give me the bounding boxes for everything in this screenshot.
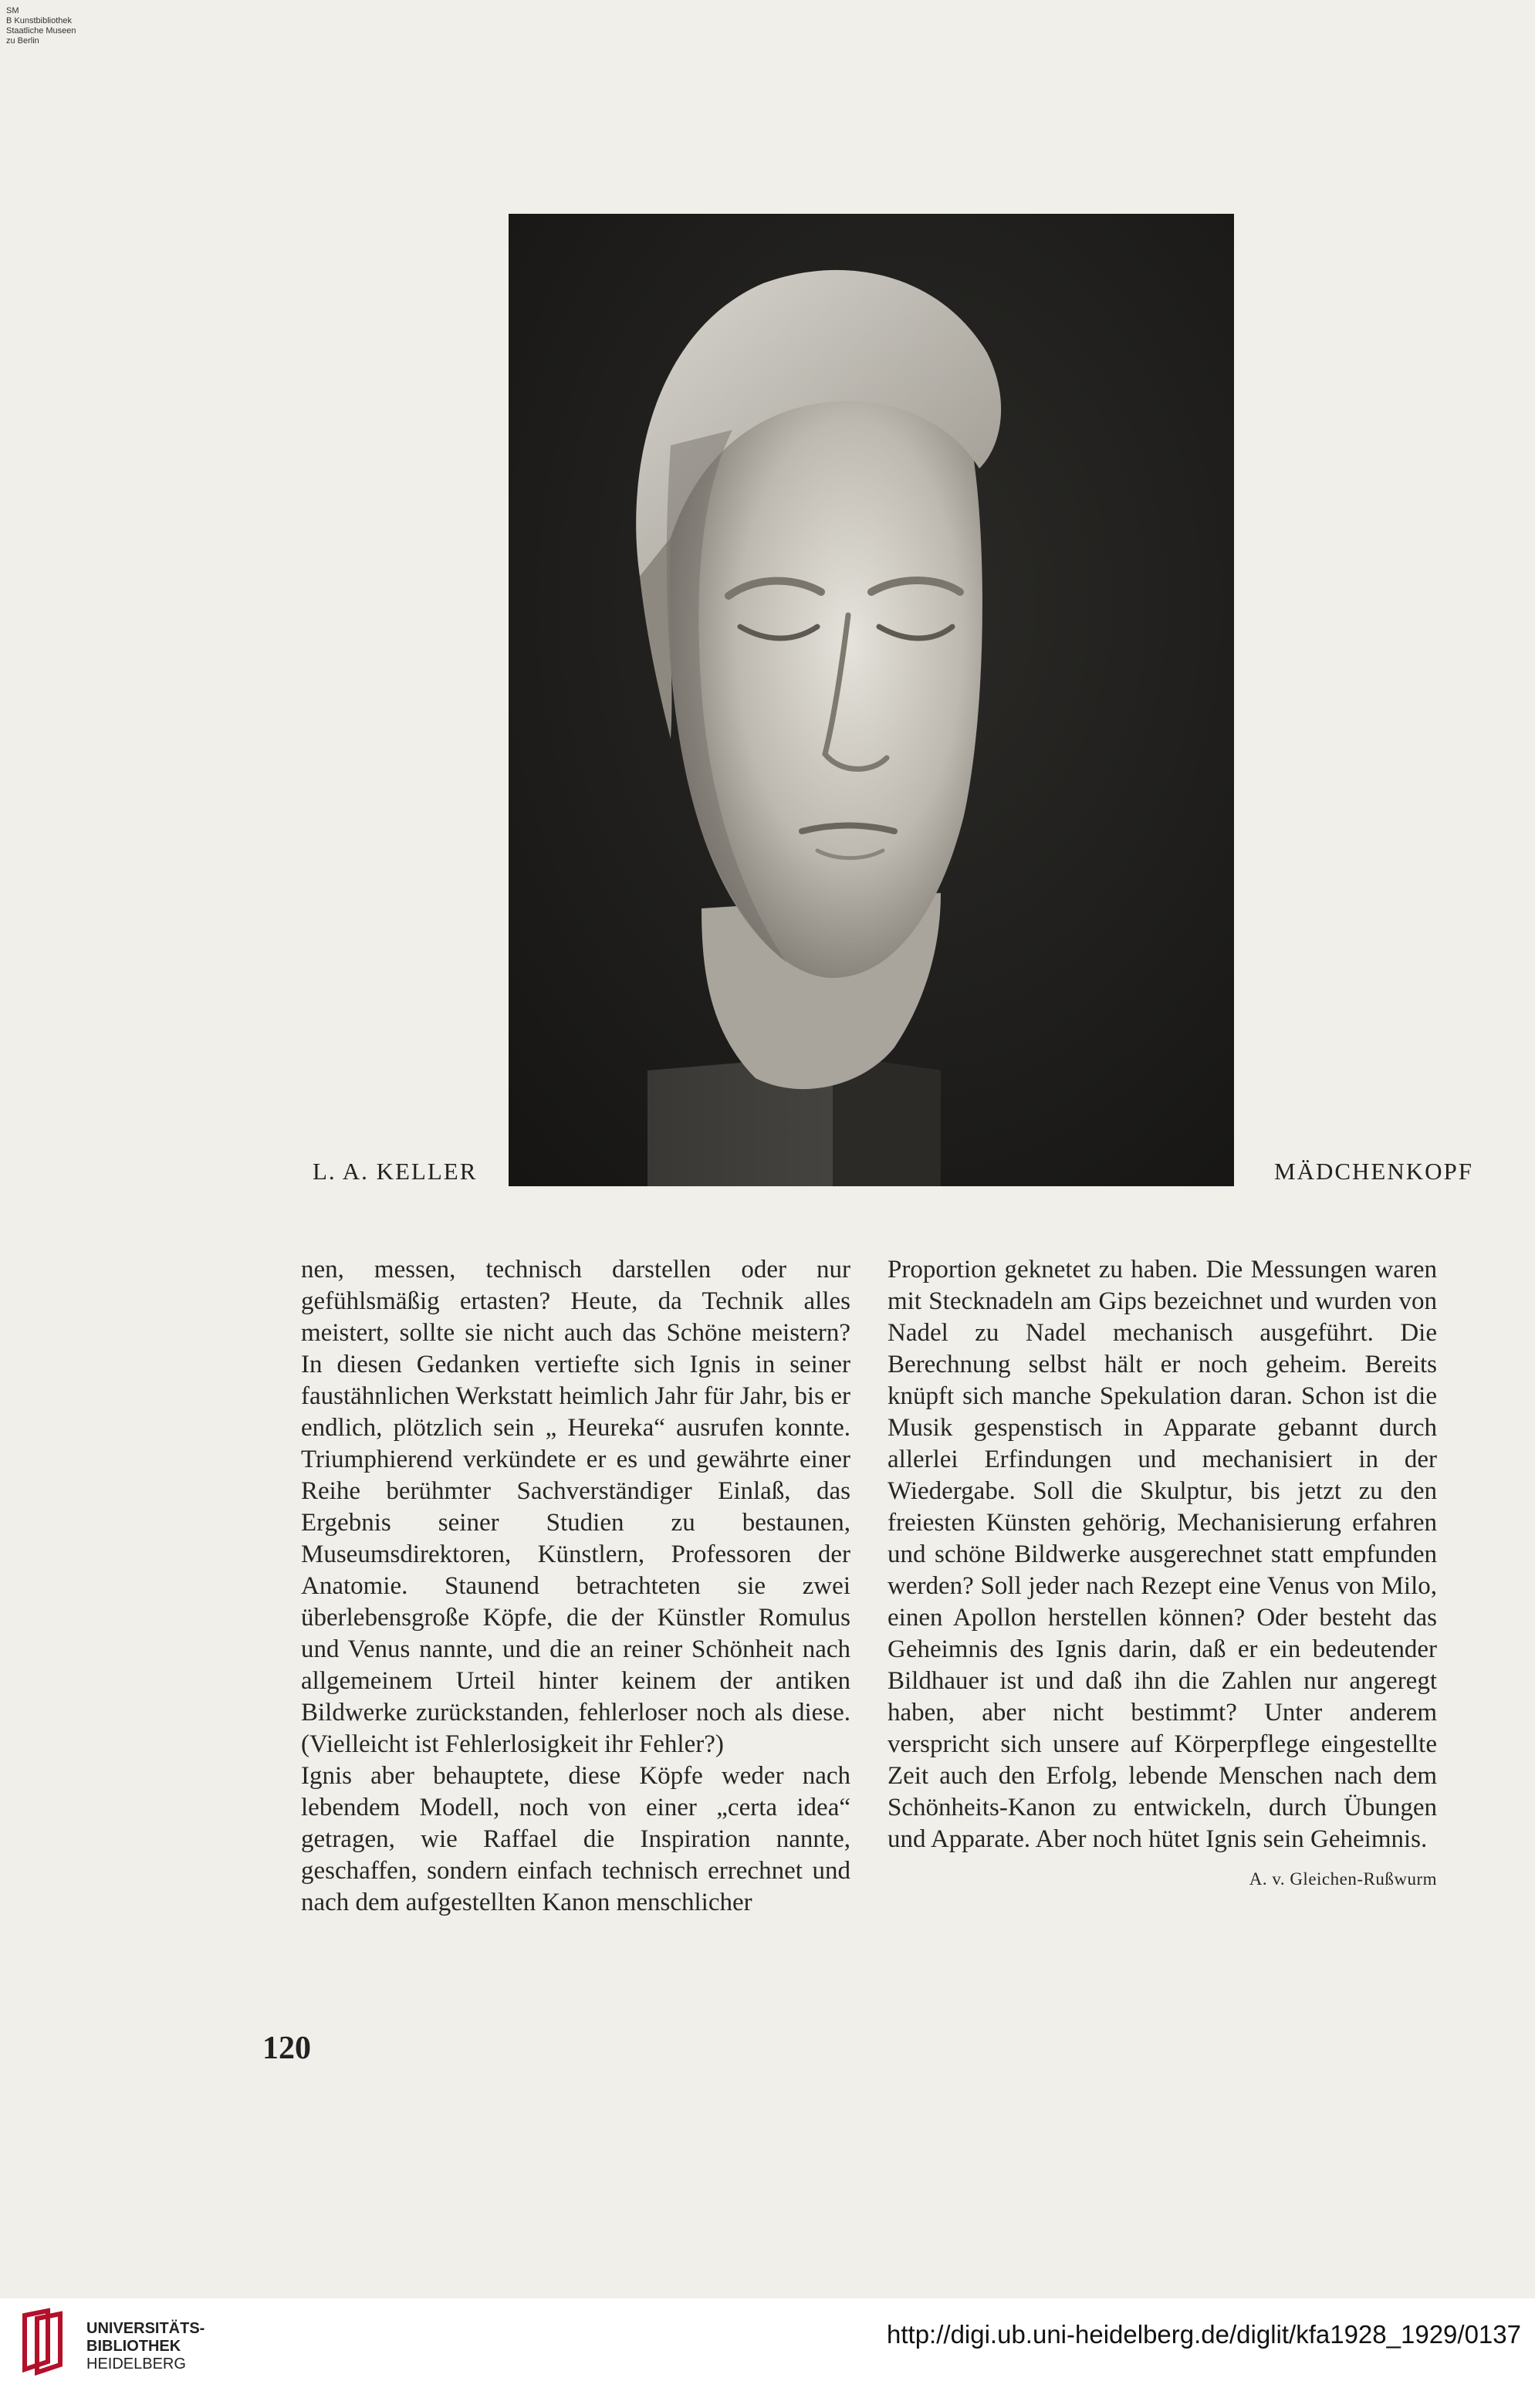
stamp-line: zu Berlin bbox=[6, 36, 39, 46]
article-paragraph: nen, messen, technisch darstellen oder nur gefühlsmäßig ertasten? Heute, da Technik alles meistert, sollte sie nicht auch das Schöne meistern? In diesen Gedanken vertiefte sich Ignis in seiner faustähnlichen Werkstatt heimlich Jahr für Jahr, bis er endlich, plötzlich sein „ Heureka“ ausrufen konnte. Triumphierend verkündete er es und gewährte einer Reihe berühmter Sachverständiger Einlaß, das Ergebnis seiner Studien zu bestaunen, Museumsdirektoren, Künstlern, Professoren der Anatomie. Staunend betrachteten sie zwei überlebensgroße Köpfe, die der Künstler Romulus und Venus nannte, und die an reiner Schönheit nach allgemeinem Urteil hinter keinem der antiken Bildwerke zurückstanden, fehlerloser noch als diese. (Vielleicht ist Fehlerlosigkeit ihr Fehler?) bbox=[301, 1256, 850, 1758]
library-name bbox=[86, 2320, 205, 2373]
stamp-line: B Kunstbibliothek bbox=[6, 16, 72, 25]
library-name-line: HEIDELBERG bbox=[86, 2356, 186, 2372]
university-library-logo-icon bbox=[17, 2308, 71, 2376]
figure-title-caption: MÄDCHENKOPF bbox=[1274, 1158, 1473, 1185]
source-url-link[interactable]: http://digi.ub.uni-heidelberg.de/diglit/kfa1928_1929/0137 bbox=[887, 2320, 1521, 2349]
sculpture-head-image bbox=[509, 214, 1234, 1186]
page-number: 120 bbox=[262, 2031, 311, 2066]
article-left-column bbox=[301, 1254, 850, 1919]
library-name-line: UNIVERSITÄTS- bbox=[86, 2320, 205, 2337]
sculpture-photograph bbox=[509, 214, 1234, 1186]
stamp-line: SM bbox=[6, 6, 19, 15]
artist-caption: L. A. KELLER bbox=[313, 1158, 478, 1185]
article-paragraph: Proportion geknetet zu haben. Die Messungen waren mit Stecknadeln am Gips bezeichnet und wurden von Nadel zu Nadel mechanisch ausgeführt. Die Berechnung selbst hält er noch geheim. Bereits knüpft sich manche Spekulation daran. Schon ist die Musik gespenstisch in Apparate gebannt durch allerlei Erfindungen und mechanisiert in der Wiedergabe. Soll die Skulptur, bis jetzt zu den freiesten Künsten gehörig, Mechanisierung erfahren und schöne Bildwerke ausgerechnet statt empfunden werden? Soll jeder nach Rezept eine Venus von Milo, einen Apollon herstellen können? Oder besteht das Geheimnis des Ignis darin, daß er ein bedeutender Bildhauer ist und daß ihn die Zahlen nur angeregt haben, aber nicht bestimmt? Unter anderem verspricht sich unsere auf Körperpflege eingestellte Zeit auch den Erfolg, lebende Menschen nach dem Schönheits-Kanon zu entwickeln, durch Übungen und Apparate. Aber noch hütet Ignis sein Geheimnis. bbox=[888, 1256, 1437, 1853]
stamp-line: Staatliche Museen bbox=[6, 26, 76, 36]
author-signature: A. v. Gleichen-Rußwurm bbox=[1249, 1869, 1437, 1889]
library-name-line: BIBLIOTHEK bbox=[86, 2338, 181, 2355]
library-stamp bbox=[6, 6, 130, 46]
digitization-footer bbox=[0, 2298, 1535, 2408]
article-right-column bbox=[888, 1254, 1437, 1895]
article-paragraph: Ignis aber behauptete, diese Köpfe weder nach lebendem Modell, noch von einer „certa idea“ getragen, wie Raffael die Inspiration nannte, geschaffen, sondern einfach technisch errechnet und nach dem aufgestellten Kanon menschlicher bbox=[301, 1762, 850, 1916]
